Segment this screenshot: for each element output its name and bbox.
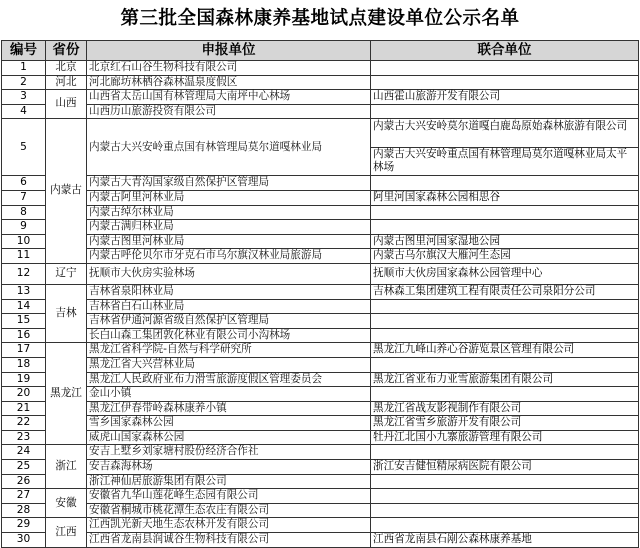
row-unit: 浙江神仙居旅游集团有限公司 xyxy=(87,474,371,489)
table-row xyxy=(2,445,639,460)
row-num: 13 xyxy=(2,284,46,299)
header-partner: 联合单位 xyxy=(371,41,639,61)
row-partner: 江西省龙南县石剐公森林康养基地 xyxy=(371,533,639,548)
row-partner xyxy=(371,503,639,518)
table-row xyxy=(2,249,639,264)
row-num: 3 xyxy=(2,90,46,105)
row-num: 22 xyxy=(2,416,46,431)
row-num: 28 xyxy=(2,503,46,518)
row-num: 10 xyxy=(2,234,46,249)
row-num: 15 xyxy=(2,314,46,329)
table-row xyxy=(2,263,639,284)
row-num: 27 xyxy=(2,489,46,504)
row-partner xyxy=(371,518,639,533)
row-unit: 内蒙古大兴安岭重点国有林管理局莫尔道嘎林业局 xyxy=(87,119,371,176)
row-num: 16 xyxy=(2,328,46,343)
table-row xyxy=(2,387,639,402)
row-unit: 内蒙古大青沟国家级自然保护区管理局 xyxy=(87,176,371,191)
row-partner: 阿里河国家森林公园相思谷 xyxy=(371,190,639,205)
row-partner: 内蒙古乌尔旗汉大雁河生态园 xyxy=(371,249,639,264)
row-unit: 安徽省桐城市桃花潭生态农庄有限公司 xyxy=(87,503,371,518)
row-partner-line: 内蒙古大兴安岭莫尔道嘎白鹿岛原始森林旅游有限公司 xyxy=(371,120,638,148)
row-partner xyxy=(371,220,639,235)
row-unit: 安吉森海林场 xyxy=(87,460,371,475)
row-unit: 吉林省泉阳林业局 xyxy=(87,284,371,299)
row-unit: 内蒙古图里河林业局 xyxy=(87,234,371,249)
row-partner: 浙江安吉健恒精尿病医院有限公司 xyxy=(371,460,639,475)
table-row xyxy=(2,474,639,489)
row-partner xyxy=(371,489,639,504)
row-num: 4 xyxy=(2,104,46,119)
row-num: 25 xyxy=(2,460,46,475)
table-row xyxy=(2,518,639,533)
row-partner: 山西霍山旅游开发有限公司 xyxy=(371,90,639,105)
row-num: 11 xyxy=(2,249,46,264)
row-num: 7 xyxy=(2,190,46,205)
row-partner: 黑龙江省亚布力亚雪旅游集团有限公司 xyxy=(371,372,639,387)
table-row xyxy=(2,343,639,358)
table-row xyxy=(2,460,639,475)
row-num: 14 xyxy=(2,299,46,314)
row-num: 1 xyxy=(2,61,46,76)
row-unit: 安吉上墅乡刘家塘村股份经济合作社 xyxy=(87,445,371,460)
row-unit: 黑龙江省大兴营林业局 xyxy=(87,357,371,372)
row-unit: 吉林省伊通河源省级自然保护区管理局 xyxy=(87,314,371,329)
row-partner xyxy=(371,474,639,489)
row-unit: 黑龙江伊春带岭森林康养小镇 xyxy=(87,401,371,416)
row-province: 浙江 xyxy=(46,445,87,489)
row-unit: 黑龙江省科学院-自然与科学研究所 xyxy=(87,343,371,358)
row-partner: 黑龙江省雪乡旅游开发有限公司 xyxy=(371,416,639,431)
row-province: 山西 xyxy=(46,90,87,119)
row-province: 辽宁 xyxy=(46,263,87,284)
row-unit: 抚顺市大伙房实验林场 xyxy=(87,263,371,284)
row-partner xyxy=(371,104,639,119)
table-row xyxy=(2,284,639,299)
row-num: 8 xyxy=(2,205,46,220)
row-unit: 山西省太岳山国有林管理局大南坪中心林场 xyxy=(87,90,371,105)
row-partner xyxy=(371,357,639,372)
row-partner xyxy=(371,75,639,90)
table-row xyxy=(2,104,639,119)
row-unit: 北京红石山谷生物科技有限公司 xyxy=(87,61,371,76)
row-num: 21 xyxy=(2,401,46,416)
row-partner: 吉林森工集团建筑工程有限责任公司泉阳分公司 xyxy=(371,284,639,299)
row-unit: 内蒙古阿里河林业局 xyxy=(87,190,371,205)
row-partner xyxy=(371,387,639,402)
row-num: 24 xyxy=(2,445,46,460)
table-row xyxy=(2,357,639,372)
row-num: 12 xyxy=(2,263,46,284)
row-unit: 长白山森工集团敦化林业有限公司小沟林场 xyxy=(87,328,371,343)
row-unit: 山西历山旅游投资有限公司 xyxy=(87,104,371,119)
table-row xyxy=(2,416,639,431)
row-partner xyxy=(371,445,639,460)
row-num: 9 xyxy=(2,220,46,235)
row-num: 2 xyxy=(2,75,46,90)
row-partner xyxy=(371,61,639,76)
row-num: 6 xyxy=(2,176,46,191)
row-num: 19 xyxy=(2,372,46,387)
row-province: 河北 xyxy=(46,75,87,90)
row-partner xyxy=(371,205,639,220)
row-unit: 吉林省白石山林业局 xyxy=(87,299,371,314)
page-title: 第三批全国森林康养基地试点建设单位公示名单 xyxy=(120,8,520,29)
row-partner xyxy=(371,299,639,314)
table-row xyxy=(2,503,639,518)
table-row xyxy=(2,119,639,176)
row-unit: 内蒙古绰尔林业局 xyxy=(87,205,371,220)
row-num: 29 xyxy=(2,518,46,533)
row-unit: 江西凯光新天地生态农林开发有限公司 xyxy=(87,518,371,533)
row-province: 内蒙古 xyxy=(46,119,87,264)
header-num: 编号 xyxy=(2,41,46,61)
row-province: 黑龙江 xyxy=(46,343,87,445)
row-unit: 河北廊坊林栖谷森林温泉度假区 xyxy=(87,75,371,90)
table-row xyxy=(2,299,639,314)
table-row xyxy=(2,314,639,329)
row-province: 北京 xyxy=(46,61,87,76)
table-row xyxy=(2,328,639,343)
row-unit: 威虎山国家森林公园 xyxy=(87,430,371,445)
row-partner xyxy=(371,119,639,176)
table-row xyxy=(2,190,639,205)
row-partner: 黑龙江九峰山养心谷游览景区管理有限公司 xyxy=(371,343,639,358)
table-row xyxy=(2,234,639,249)
row-unit: 雪乡国家森林公园 xyxy=(87,416,371,431)
table-row xyxy=(2,176,639,191)
row-num: 18 xyxy=(2,357,46,372)
row-unit: 江西省龙南县润诚谷生物科技有限公司 xyxy=(87,533,371,548)
row-num: 26 xyxy=(2,474,46,489)
row-unit: 内蒙古呼伦贝尔市牙克石市乌尔旗汉林业局旅游局 xyxy=(87,249,371,264)
row-unit: 内蒙古满归林业局 xyxy=(87,220,371,235)
row-partner: 牡丹江北国小九寨旅游管理有限公司 xyxy=(371,430,639,445)
table-row xyxy=(2,75,639,90)
row-num: 23 xyxy=(2,430,46,445)
table-row xyxy=(2,533,639,548)
row-partner: 抚顺市大伙房国家森林公园管理中心 xyxy=(371,263,639,284)
header-unit: 申报单位 xyxy=(87,41,371,61)
row-province: 安徽 xyxy=(46,489,87,518)
row-unit: 安徽省九华山莲花峰生态园有限公司 xyxy=(87,489,371,504)
table-row xyxy=(2,430,639,445)
table-row xyxy=(2,90,639,105)
row-partner: 内蒙古图里河国家湿地公园 xyxy=(371,234,639,249)
table-row xyxy=(2,61,639,76)
row-partner xyxy=(371,176,639,191)
row-partner xyxy=(371,328,639,343)
table-row xyxy=(2,489,639,504)
row-province: 江西 xyxy=(46,518,87,547)
row-unit: 金山小镇 xyxy=(87,387,371,402)
row-partner-line: 内蒙古大兴安岭重点国有林管理局莫尔道嘎林业局太平林场 xyxy=(373,147,628,174)
row-num: 30 xyxy=(2,533,46,548)
row-unit: 黑龙江人民政府亚布力滑雪旅游度假区管理委员会 xyxy=(87,372,371,387)
header-prov: 省份 xyxy=(46,41,87,61)
row-partner xyxy=(371,314,639,329)
table-row xyxy=(2,205,639,220)
row-num: 17 xyxy=(2,343,46,358)
row-num: 20 xyxy=(2,387,46,402)
table-row xyxy=(2,372,639,387)
row-num: 5 xyxy=(2,119,46,176)
table-row xyxy=(2,220,639,235)
table-row xyxy=(2,401,639,416)
row-province: 吉林 xyxy=(46,284,87,342)
row-partner: 黑龙江省战友影视制作有限公司 xyxy=(371,401,639,416)
table-header-row xyxy=(2,41,639,61)
unit-list-table xyxy=(1,40,639,548)
